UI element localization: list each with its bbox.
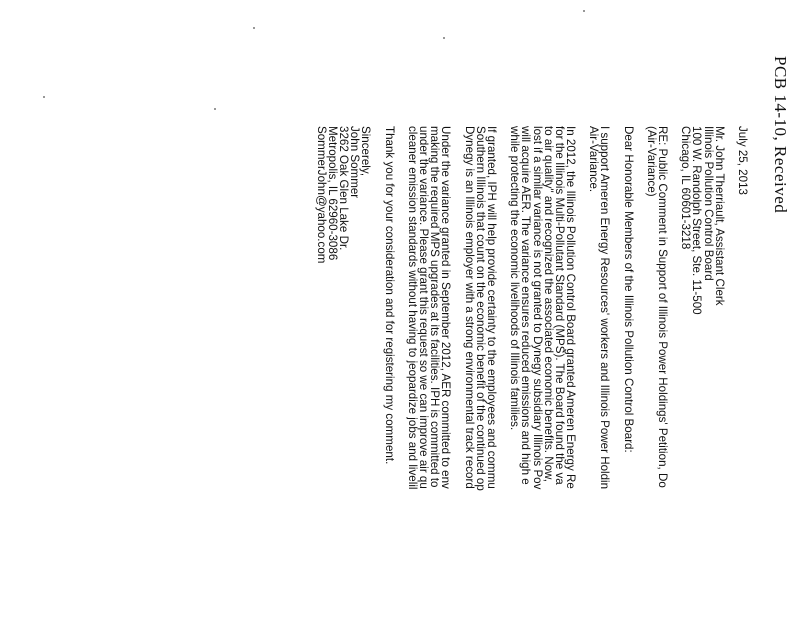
paragraph-line: Air-Variance.	[587, 126, 601, 193]
scan-speck	[443, 37, 445, 39]
scan-speck	[43, 96, 45, 98]
address-line: Chicago, IL 60601-3218	[679, 126, 693, 250]
paragraph-line: I support Ameren Energy Resources' workers and Illinois Power Holdin	[598, 126, 612, 490]
paragraph-line: Thank you for your consideration and for registering my comment.	[382, 126, 396, 465]
address-line: 100 W. Randolph Street, Ste. 11-500	[690, 126, 704, 315]
paragraph	[463, 126, 497, 618]
paragraph-line: under the variance. Please grant this request so we can improve air qu	[417, 126, 431, 489]
recipient-address	[680, 126, 725, 618]
letter-body	[316, 126, 748, 618]
signature-email: SommerJohn@yahoo.com	[314, 126, 328, 264]
address-line: Illinois Pollution Control Board	[701, 126, 715, 281]
address-line: Mr. John Therriault, Assistant Clerk	[712, 126, 726, 306]
subject-text: RE: Public Comment in Support of Illinois Power Holdings' Petition, Do	[656, 126, 670, 488]
paragraph	[509, 126, 576, 618]
letter-date: July 25, 2013	[736, 126, 749, 195]
paragraph-line: to air quality" and recognized the associated economic benefits. Now,	[541, 126, 555, 482]
rotated-letter	[170, 56, 790, 618]
signature-street: 3262 Oak Glen Lake Dr.	[337, 126, 351, 251]
paragraph-line: Southern Illinois that count on the economic benefit of the continued op	[473, 126, 487, 491]
paragraph-line: lost if a similar variance is not granted to Dynegy subsidiary Illinois Pov	[530, 126, 544, 490]
paragraph-line: will acquire AER. The variance ensures reduced emissions and high e	[519, 126, 533, 485]
paragraph	[588, 126, 610, 618]
paragraph-line: Under the variance granted in September 2012, AER committed to env	[439, 126, 453, 489]
paragraph	[384, 126, 395, 618]
paragraph-line: In 2012, the Illinois Pollution Control Board granted Ameren Energy Re	[564, 126, 578, 489]
paragraph-line: Dynegy is an Illinois employer with a strong environmental track record	[462, 126, 476, 489]
subject-line	[646, 126, 668, 618]
signature-name: John Sommer	[348, 126, 362, 199]
paragraph-line: If granted, IPH will help provide certainty to the employees and commu	[485, 126, 498, 489]
paragraph	[407, 126, 452, 618]
subject-text: (Air-Variance)	[644, 126, 658, 197]
closing: Sincerely,	[359, 126, 373, 177]
paragraph-line: cleaner emission standards without having to jeopardize jobs and livelil	[405, 126, 419, 490]
paragraph-line: while protecting the economic livelihoods of Illinois families.	[508, 126, 522, 431]
scan-speck	[253, 27, 255, 29]
received-stamp: PCB 14-10, Received	[771, 56, 790, 214]
paragraph-line: for the Illinois Multi-Pollutant Standard (MPS). The Board found the va	[552, 126, 566, 485]
paragraph-line: making the required MPS upgrades at its facilities. IPH is committed to	[428, 126, 442, 488]
salutation: Dear Honorable Members of the Illinois Pollution Control Board:	[621, 126, 635, 453]
signature-city: Metropolis, IL 62960-3086	[325, 126, 339, 261]
signature-block	[316, 126, 361, 618]
scan-speck	[583, 10, 585, 12]
